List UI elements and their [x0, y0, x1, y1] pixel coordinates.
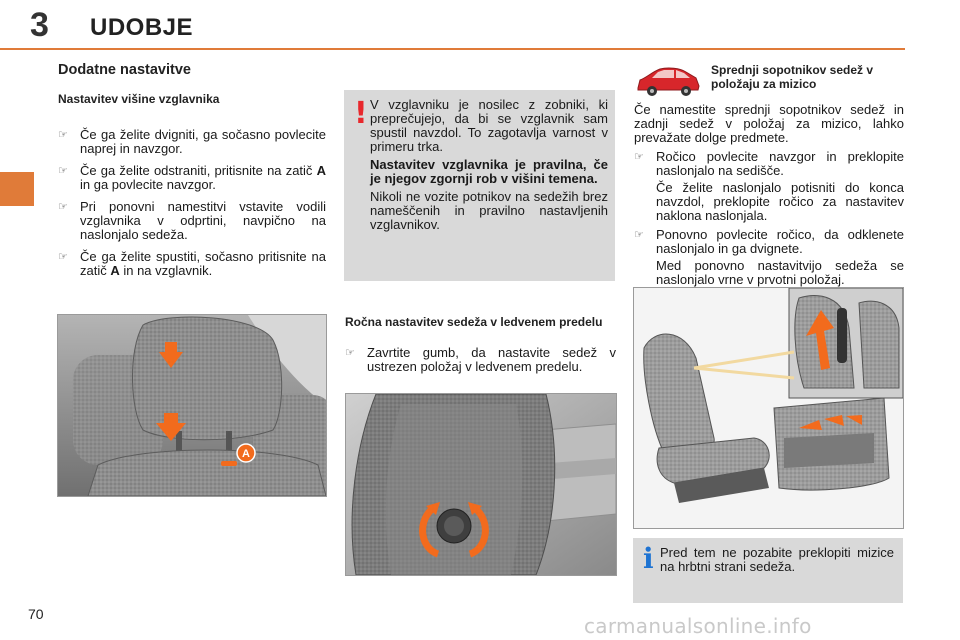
pointing-hand-icon: ☞	[345, 347, 355, 359]
list-item: ☞ Ponovno povlecite ročico, da odklenete naslonjalo in ga dvignete.	[634, 227, 904, 256]
lumbar-knob-illustration	[346, 394, 616, 575]
list-item: ☞ Če ga želite spustiti, sočasno pritisnite na zatič A in na vzglavnik.	[58, 249, 326, 278]
pointing-hand-icon: ☞	[58, 165, 68, 177]
warning-box	[344, 90, 615, 281]
info-box	[633, 538, 903, 603]
warning-paragraph: Nikoli ne vozite potnikov na sedežih brez nameščenih in pravilno nastavljenih vzglavnikov.	[370, 189, 608, 232]
headrest-photo	[57, 314, 327, 497]
info-icon: i	[643, 542, 654, 575]
warning-text	[370, 98, 608, 236]
passenger-note: Če želite naslonjalo potisniti do konca navzdol, preklopite ročico za nastavitev naklona naslonjala.	[656, 180, 904, 223]
list-item: ☞ Pri ponovni namestitvi vstavite vodili vzglavnika v odprtini, navpično na naslonjalo sedeža.	[58, 199, 326, 242]
list-item: ☞ Če ga želite dvigniti, ga sočasno povlecite naprej in navzgor.	[58, 127, 326, 156]
pointing-hand-icon: ☞	[58, 251, 68, 263]
list-item: ☞ Ročico povlecite navzgor in preklopite naslonjalo na sedišče.	[634, 149, 904, 178]
list-item: ☞ Če ga želite odstraniti, pritisnite na zatič A in ga povlecite navzgor.	[58, 163, 326, 192]
passenger-bullets	[634, 228, 904, 256]
passenger-bullets	[634, 150, 904, 178]
list-item: ☞ Zavrtite gumb, da nastavite sedež v ustrezen položaj v ledvenem predelu.	[345, 345, 616, 374]
section-title: Dodatne nastavitve	[58, 62, 191, 78]
header-rule	[0, 48, 905, 50]
table-seat-illustration	[634, 288, 903, 528]
chapter-title: UDOBJE	[90, 14, 194, 41]
lumbar-bullets	[345, 346, 616, 382]
passenger-seat-heading: Sprednji sopotnikov sedež v položaju za mizico	[711, 63, 874, 91]
chapter-tab	[0, 172, 34, 206]
pointing-hand-icon: ☞	[634, 229, 644, 241]
car-icon	[634, 64, 702, 103]
page-number: 70	[28, 606, 44, 622]
headrest-bullets	[58, 128, 326, 286]
warning-icon: !	[354, 96, 368, 131]
info-text: Pred tem ne pozabite preklopiti mizice na hrbtni strani sedeža.	[660, 545, 894, 574]
warning-paragraph: V vzglavniku je nosilec z zobniki, ki preprečujejo, da bi se vzglavnik sam spustil navzdol. To zagotavlja varnost v primeru trka.	[370, 97, 608, 154]
pointing-hand-icon: ☞	[58, 201, 68, 213]
headrest-illustration	[58, 315, 326, 496]
passenger-seat-text	[634, 103, 904, 291]
passenger-seat-photo	[633, 287, 904, 529]
headrest-heading: Nastavitev višine vzglavnika	[58, 92, 220, 106]
pointing-hand-icon: ☞	[634, 151, 644, 163]
callout-label-a: A	[242, 448, 250, 460]
lumbar-heading: Ročna nastavitev sedeža v ledvenem predelu	[345, 315, 603, 329]
chapter-number: 3	[30, 6, 49, 44]
lumbar-photo	[345, 393, 617, 576]
watermark: carmanualsonline.info	[584, 614, 812, 638]
passenger-note: Med ponovno nastavitvijo sedeža se naslonjalo vrne v prvotni položaj.	[656, 258, 904, 287]
passenger-intro: Če namestite sprednji sopotnikov sedež in zadnji sedež v položaj za mizico, lahko prevažate dolge predmete.	[634, 102, 904, 145]
warning-paragraph: Nastavitev vzglavnika je pravilna, če je njegov zgornji rob v višini temena.	[370, 157, 608, 186]
pointing-hand-icon: ☞	[58, 129, 68, 141]
